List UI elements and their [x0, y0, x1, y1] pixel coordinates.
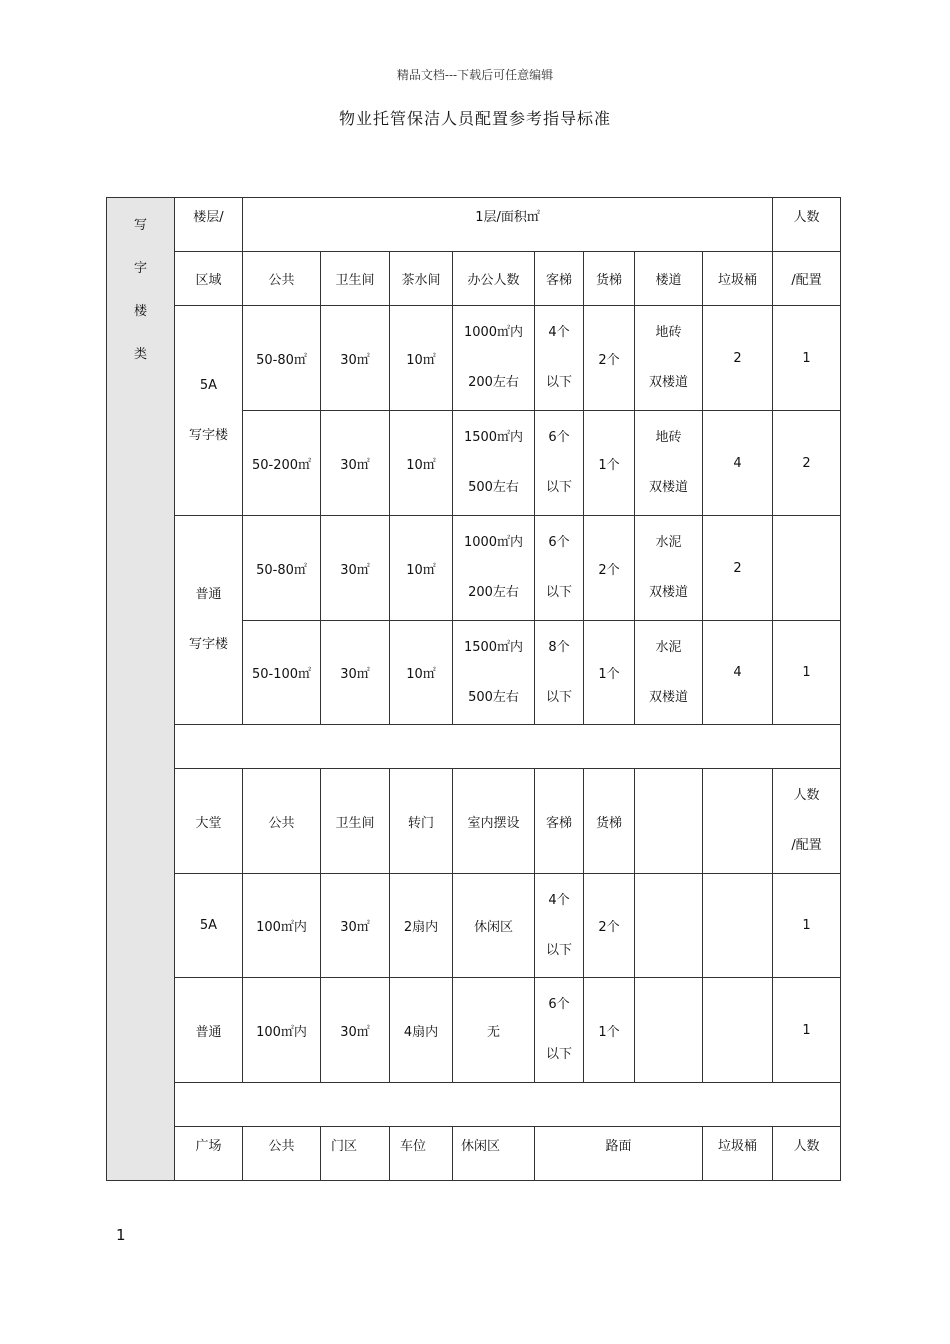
page-number: 1: [116, 1226, 126, 1244]
plaza-header-row: 广场 公共 门区 车位 休闲区 路面 垃圾桶 人数: [107, 1127, 841, 1181]
col-tea: 茶水间: [390, 252, 453, 306]
col-office: 办公人数: [453, 252, 535, 306]
col-stairs: 楼道: [635, 252, 703, 306]
document-title: 物业托管保洁人员配置参考指导标准: [338, 109, 611, 128]
table-row: 50-200㎡ 30㎡ 10㎡ 1500㎡内 500左右 6个 以下 1个 地砖 双楼道 4 2: [107, 411, 841, 516]
table-row: 普通 写字楼 50-80㎡ 30㎡ 10㎡ 1000㎡内 200左右 6个 以下 2个 水泥 双楼道 2: [107, 516, 841, 621]
col-wc: 卫生间: [321, 252, 390, 306]
area-header: 1层/面积㎡: [243, 198, 773, 252]
table-row: 5A 写字楼 50-80㎡ 30㎡ 10㎡ 1000㎡内 200左右 4个 以下 2个 地砖 双楼道 2 1: [107, 306, 841, 411]
lobby-header-row: 大堂 公共 卫生间 转门 室内摆设 客梯 货梯 人数 /配置: [107, 769, 841, 874]
floor-area-label: 楼层/: [175, 198, 243, 252]
col-elev: 客梯: [535, 252, 584, 306]
col-bins: 垃圾桶: [703, 252, 773, 306]
group-5a: 5A 写字楼: [175, 306, 243, 516]
staff-label-2: /配置: [773, 252, 841, 306]
floor-area-label-2: 区域: [175, 252, 243, 306]
col-cargo: 货梯: [584, 252, 635, 306]
page-header: 精品文档---下载后可任意编辑: [396, 68, 554, 82]
staff-label: 人数: [773, 198, 841, 252]
table-row: 5A 100㎡内 30㎡ 2扇内 休闲区 4个 以下 2个 1: [107, 874, 841, 978]
sidebar-category: 写 字 楼 类: [107, 198, 175, 1181]
group-normal: 普通 写字楼: [175, 516, 243, 725]
staffing-table: [106, 197, 841, 1181]
spacer-row: [107, 1083, 841, 1127]
col-public: 公共: [243, 252, 321, 306]
table-row: 普通 100㎡内 30㎡ 4扇内 无 6个 以下 1个 1: [107, 978, 841, 1083]
spacer-row: [107, 725, 841, 769]
table-row: 50-100㎡ 30㎡ 10㎡ 1500㎡内 500左右 8个 以下 1个 水泥 双楼道 4 1: [107, 621, 841, 725]
